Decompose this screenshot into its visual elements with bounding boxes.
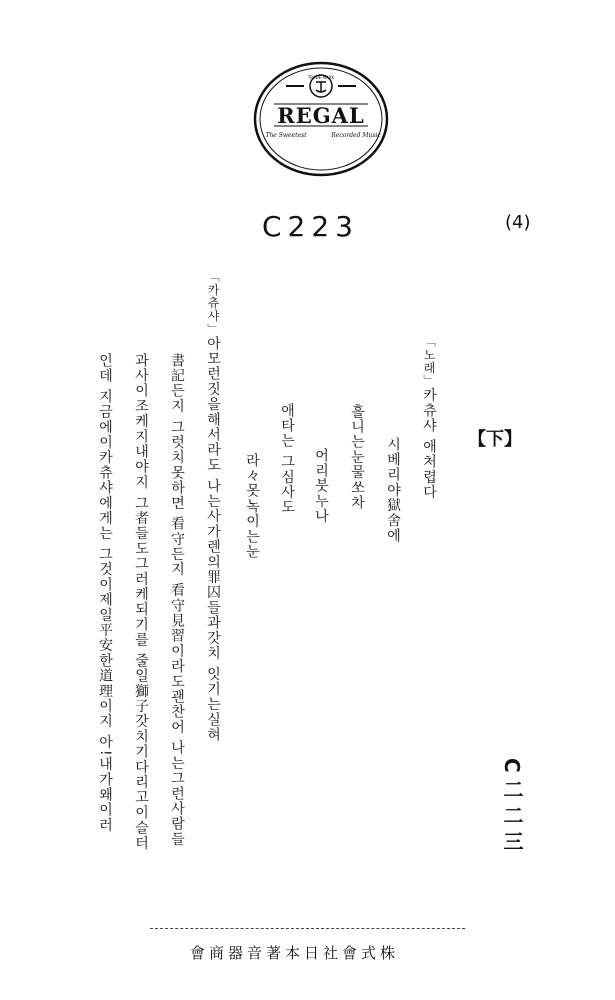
logo-left-text: The Sweetest <box>265 132 307 139</box>
lyric-column-5 <box>280 403 294 515</box>
regal-logo <box>252 60 390 178</box>
logo-brand-text: REGAL <box>277 103 365 128</box>
side-catalog-number: C二二三 <box>500 758 524 857</box>
side-mark: 【下】 <box>468 429 522 450</box>
lyric-column-2 <box>386 437 400 543</box>
lyric-column-4 <box>314 448 328 524</box>
speaker-label: 「카츄샤」 <box>206 270 220 336</box>
lyric-column-9 <box>134 353 148 851</box>
lyric-line: 애타는 그심사도 <box>279 403 295 516</box>
lyric-line: 흘니는눈물쏘차 <box>349 404 365 511</box>
lyric-line: 라々못녹이는눈 <box>244 453 260 560</box>
lyric-line: 과사이조케지내야지 그者들도그러케되기를 줄일獅子갓치기다리고이슬터 <box>133 353 149 851</box>
lyric-column-3 <box>350 404 364 510</box>
lyric-column-6 <box>245 453 259 559</box>
publisher-footer: 會商器音著本日社會式株 <box>190 944 400 962</box>
lyric-line: 어리붓누나 <box>313 448 329 524</box>
lyric-line: 인데 지금에이카츄샤에게는 그것이제일平安한道理이지 아!내가왜이러 <box>97 353 113 833</box>
lyric-line: 카츄샤 애처렵다 <box>421 387 437 500</box>
lyric-line: 시베리야獄舍에 <box>385 437 401 544</box>
logo-right-text: Recorded Music <box>331 132 381 139</box>
catalog-number: C223 <box>262 210 359 243</box>
speaker-label: 「노래」 <box>422 335 436 388</box>
lyric-column-8 <box>170 353 184 847</box>
lyric-column-1 <box>422 335 436 500</box>
lyric-column-7 <box>206 270 220 743</box>
footer-divider <box>150 928 465 929</box>
lyric-line: 書記든지 그럿치못하면 看守든지 看守見習이라도괜찬어 나는그런사람들 <box>169 353 185 847</box>
logo-badge-text: TRADE MARK <box>307 75 335 80</box>
page-number: (4) <box>505 212 531 233</box>
lyric-column-10 <box>98 353 112 833</box>
record-emblem-icon <box>252 60 390 178</box>
lyric-line: 아모런짓을해서라도 나는사가렌의罪囚들과갓치 잇기는실혀 <box>205 336 221 743</box>
